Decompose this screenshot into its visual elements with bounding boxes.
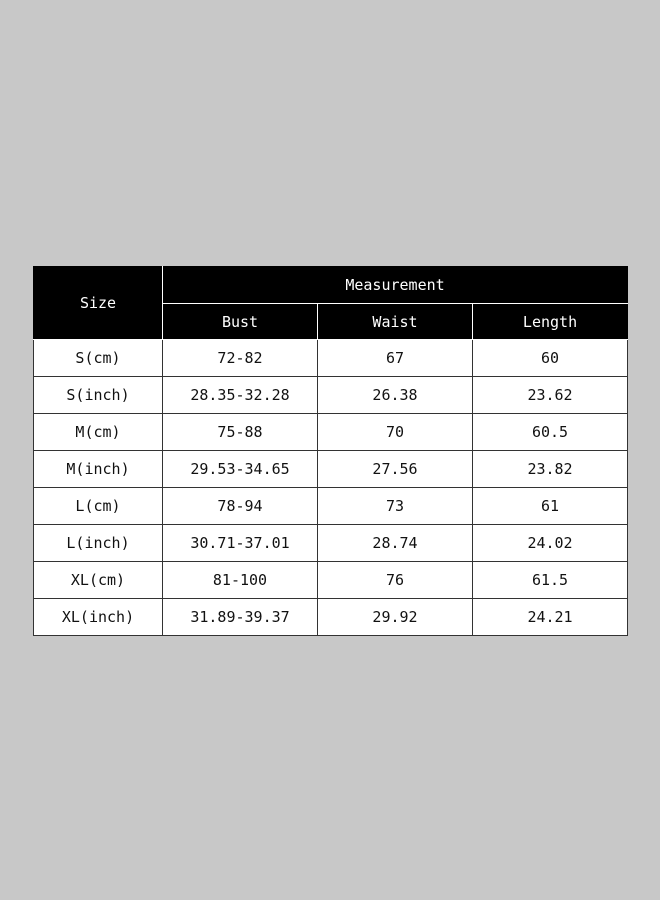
size-cell: S(inch): [34, 377, 163, 414]
bust-cell: 29.53-34.65: [163, 451, 318, 488]
waist-cell: 29.92: [318, 599, 473, 636]
measurement-group-header: Measurement: [163, 267, 628, 304]
bust-cell: 28.35-32.28: [163, 377, 318, 414]
size-chart-table: [33, 266, 628, 636]
table-row: [34, 488, 628, 525]
waist-cell: 67: [318, 340, 473, 377]
length-cell: 24.02: [473, 525, 628, 562]
table-row: [34, 451, 628, 488]
size-cell: L(inch): [34, 525, 163, 562]
size-column-header: Size: [34, 267, 163, 340]
waist-cell: 70: [318, 414, 473, 451]
size-cell: M(inch): [34, 451, 163, 488]
waist-cell: 73: [318, 488, 473, 525]
size-cell: M(cm): [34, 414, 163, 451]
column-header-bust: Bust: [163, 304, 318, 340]
table-row: [34, 525, 628, 562]
table-body: [34, 340, 628, 636]
column-header-waist: Waist: [318, 304, 473, 340]
table-header: [34, 267, 628, 340]
bust-cell: 78-94: [163, 488, 318, 525]
size-cell: XL(inch): [34, 599, 163, 636]
size-cell: L(cm): [34, 488, 163, 525]
bust-cell: 81-100: [163, 562, 318, 599]
waist-cell: 76: [318, 562, 473, 599]
waist-cell: 26.38: [318, 377, 473, 414]
table-row: [34, 562, 628, 599]
column-header-length: Length: [473, 304, 628, 340]
length-cell: 60.5: [473, 414, 628, 451]
length-cell: 60: [473, 340, 628, 377]
length-cell: 61: [473, 488, 628, 525]
length-cell: 23.62: [473, 377, 628, 414]
waist-cell: 27.56: [318, 451, 473, 488]
length-cell: 23.82: [473, 451, 628, 488]
bust-cell: 30.71-37.01: [163, 525, 318, 562]
length-cell: 24.21: [473, 599, 628, 636]
length-cell: 61.5: [473, 562, 628, 599]
table-row: [34, 599, 628, 636]
size-cell: XL(cm): [34, 562, 163, 599]
bust-cell: 75-88: [163, 414, 318, 451]
bust-cell: 31.89-39.37: [163, 599, 318, 636]
waist-cell: 28.74: [318, 525, 473, 562]
size-cell: S(cm): [34, 340, 163, 377]
table-row: [34, 414, 628, 451]
bust-cell: 72-82: [163, 340, 318, 377]
table-row: [34, 340, 628, 377]
table-row: [34, 377, 628, 414]
